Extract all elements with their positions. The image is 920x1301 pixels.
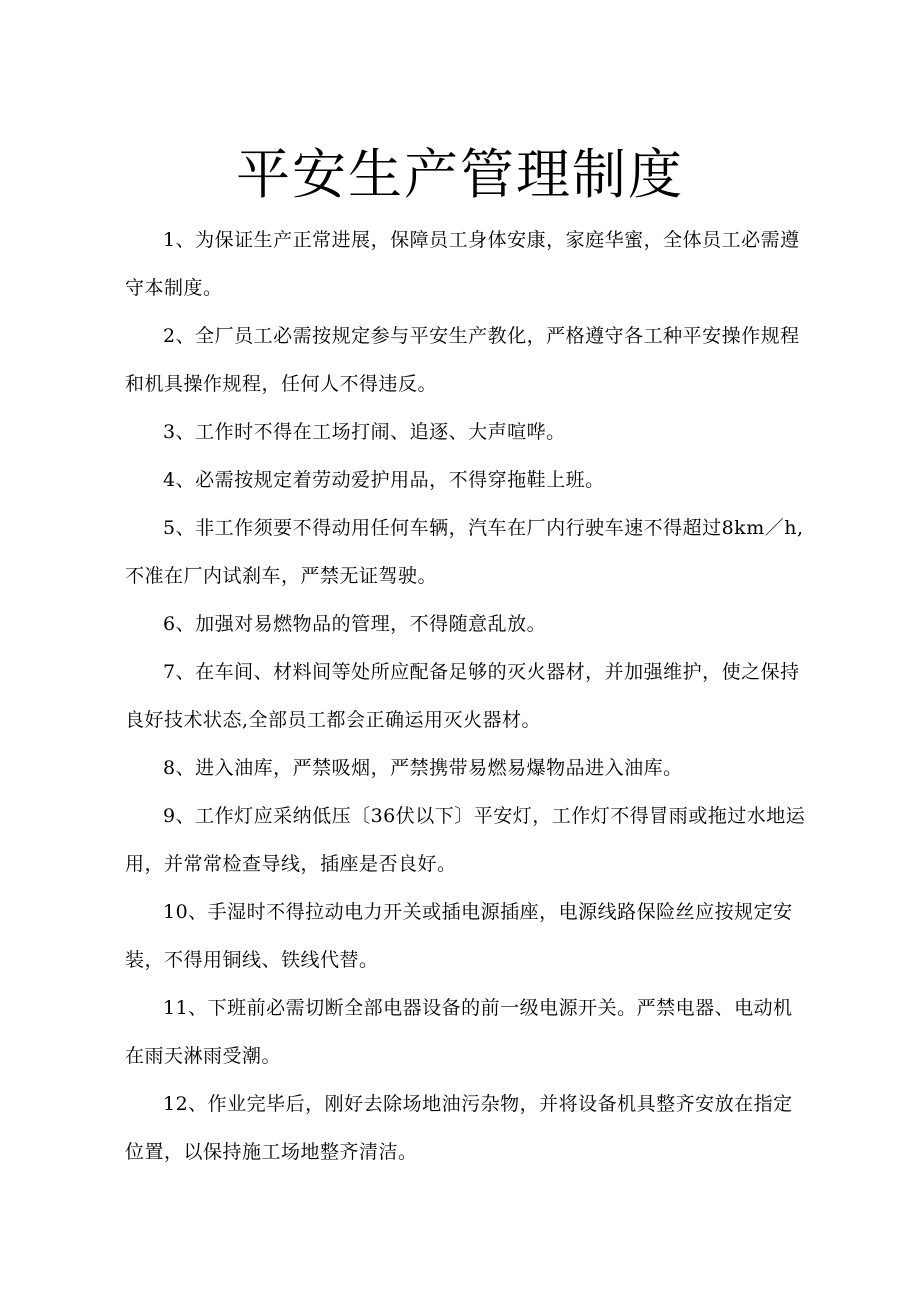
clause-item: 3、工作时不得在工场打闹、追逐、大声喧哗。 bbox=[163, 421, 566, 443]
clause-item: 7、在车间、材料间等处所应配备足够的灭火器材，并加强维护，使之保持良好技术状态,全部员工都会正确运用灭火器材。 bbox=[125, 661, 800, 731]
clause-item: 8、进入油库，严禁吸烟，严禁携带易燃易爆物品进入油库。 bbox=[163, 757, 683, 779]
clause-item: 5、非工作须要不得动用任何车辆，汽车在厂内行驶车速不得超过8km／h,不准在厂内试刹车，严禁无证驾驶。 bbox=[125, 517, 804, 587]
clause-item: 10、手湿时不得拉动电力开关或插电源插座，电源线路保险丝应按规定安装，不得用铜线、铁线代替。 bbox=[125, 901, 793, 971]
clause-item: 6、加强对易燃物品的管理，不得随意乱放。 bbox=[163, 613, 547, 635]
document-title: 平安生产管理制度 bbox=[236, 143, 684, 206]
clause-list bbox=[125, 216, 809, 1176]
clause-item: 2、全厂员工必需按规定参与平安生产教化，严格遵守各工种平安操作规程和机具操作规程，任何人不得违反。 bbox=[125, 325, 800, 395]
clause-item: 9、工作灯应采纳低压〔36伏以下〕平安灯，工作灯不得冒雨或拖过水地运用，并常常检查导线，插座是否良好。 bbox=[125, 805, 806, 875]
clause-item: 1、为保证生产正常进展，保障员工身体安康，家庭华蜜，全体员工必需遵守本制度。 bbox=[125, 229, 800, 299]
clause-item: 12、作业完毕后，刚好去除场地油污杂物，并将设备机具整齐安放在指定位置，以保持施工场地整齐清洁。 bbox=[125, 1093, 793, 1163]
clause-item: 11、下班前必需切断全部电器设备的前一级电源开关。严禁电器、电动机在雨天淋雨受潮。 bbox=[125, 997, 793, 1067]
clause-item: 4、必需按规定着劳动爱护用品，不得穿拖鞋上班。 bbox=[163, 469, 605, 491]
